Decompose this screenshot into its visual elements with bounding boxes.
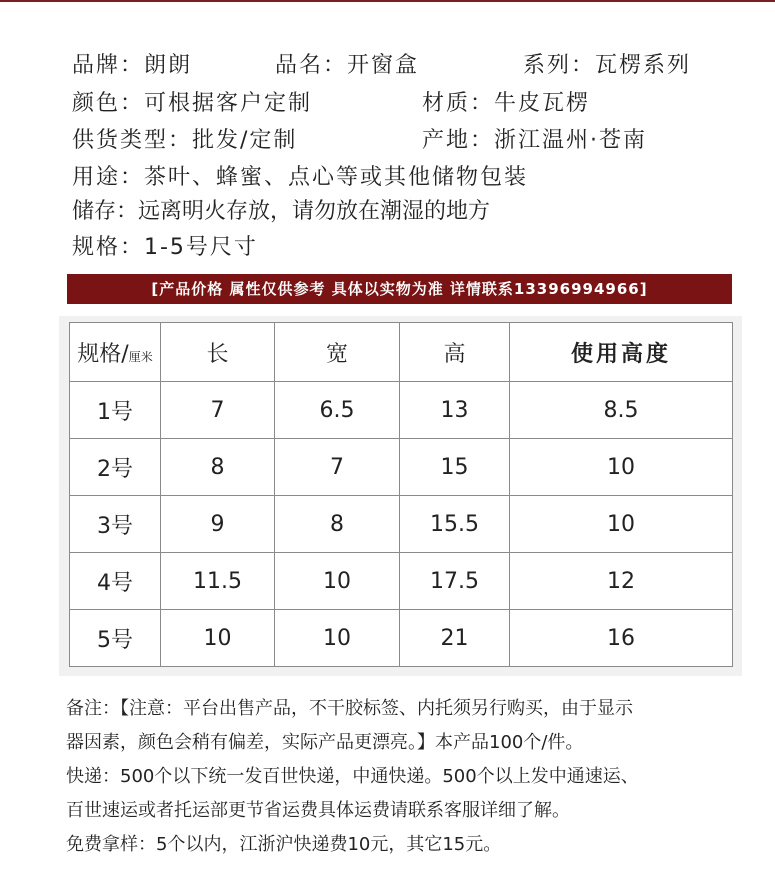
size-spec-table bbox=[69, 322, 733, 667]
cell-width: 10 bbox=[275, 553, 400, 610]
product-name-text: 品名：开窗盒 bbox=[275, 53, 420, 78]
cell-height: 15 bbox=[400, 439, 510, 496]
origin-text: 产地：浙江温州·苍南 bbox=[422, 128, 647, 153]
color-text: 颜色：可根据客户定制 bbox=[72, 91, 313, 116]
cell-height: 15.5 bbox=[400, 496, 510, 553]
table-row bbox=[70, 610, 733, 667]
shipping-line: 快递：500个以下统一发百世快递，中通快递。500个以上发中通速运、 bbox=[66, 766, 639, 787]
supply-type-text: 供货类型：批发/定制 bbox=[72, 128, 298, 153]
usage-text: 用途：茶叶、蜂蜜、点心等或其他储物包装 bbox=[72, 165, 529, 190]
storage-text: 储存：远离明火存放，请勿放在潮湿的地方 bbox=[72, 199, 491, 224]
cell-length: 8 bbox=[161, 439, 275, 496]
spec-text: 规格：1-5号尺寸 bbox=[72, 235, 258, 260]
cell-size: 2号 bbox=[70, 439, 161, 496]
header-height: 高 bbox=[400, 323, 510, 382]
header-width: 宽 bbox=[275, 323, 400, 382]
cell-height: 21 bbox=[400, 610, 510, 667]
notes-line: 器因素，颜色会稍有偏差，实际产品更漂亮。】本产品100个/件。 bbox=[66, 732, 584, 753]
cell-length: 7 bbox=[161, 382, 275, 439]
table-row bbox=[70, 382, 733, 439]
notes-line: 备注：【注意：平台出售产品，不干胶标签、内托须另行购买，由于显示 bbox=[66, 698, 633, 719]
header-use-height: 使用高度 bbox=[510, 323, 733, 382]
free-sample-line: 免费拿样：5个以内，江浙沪快递费10元，其它15元。 bbox=[66, 834, 502, 855]
cell-width: 8 bbox=[275, 496, 400, 553]
cell-width: 10 bbox=[275, 610, 400, 667]
cell-size: 3号 bbox=[70, 496, 161, 553]
cell-size: 4号 bbox=[70, 553, 161, 610]
header-spec: 规格/厘米 bbox=[70, 323, 161, 382]
cell-height: 13 bbox=[400, 382, 510, 439]
cell-length: 9 bbox=[161, 496, 275, 553]
cell-size: 5号 bbox=[70, 610, 161, 667]
cell-size: 1号 bbox=[70, 382, 161, 439]
header-unit: 厘米 bbox=[128, 349, 153, 364]
cell-use-height: 16 bbox=[510, 610, 733, 667]
cell-use-height: 10 bbox=[510, 496, 733, 553]
table-row bbox=[70, 553, 733, 610]
notes-section bbox=[66, 692, 746, 862]
cell-height: 17.5 bbox=[400, 553, 510, 610]
cell-use-height: 10 bbox=[510, 439, 733, 496]
cell-use-height: 12 bbox=[510, 553, 733, 610]
table-row bbox=[70, 496, 733, 553]
cell-length: 11.5 bbox=[161, 553, 275, 610]
top-divider bbox=[0, 0, 775, 2]
material-text: 材质：牛皮瓦楞 bbox=[422, 91, 591, 116]
cell-width: 7 bbox=[275, 439, 400, 496]
shipping-line: 百世速运或者托运部更节省运费具体运费请联系客服详细了解。 bbox=[66, 800, 570, 821]
brand-text: 品牌：朗朗 bbox=[72, 53, 193, 78]
table-header-row bbox=[70, 323, 733, 382]
cell-use-height: 8.5 bbox=[510, 382, 733, 439]
cell-length: 10 bbox=[161, 610, 275, 667]
header-length: 长 bbox=[161, 323, 275, 382]
table-row bbox=[70, 439, 733, 496]
series-text: 系列：瓦楞系列 bbox=[523, 53, 692, 78]
cell-width: 6.5 bbox=[275, 382, 400, 439]
price-notice-banner: [产品价格 属性仅供参考 具体以实物为准 详情联系13396994966] bbox=[67, 274, 732, 304]
